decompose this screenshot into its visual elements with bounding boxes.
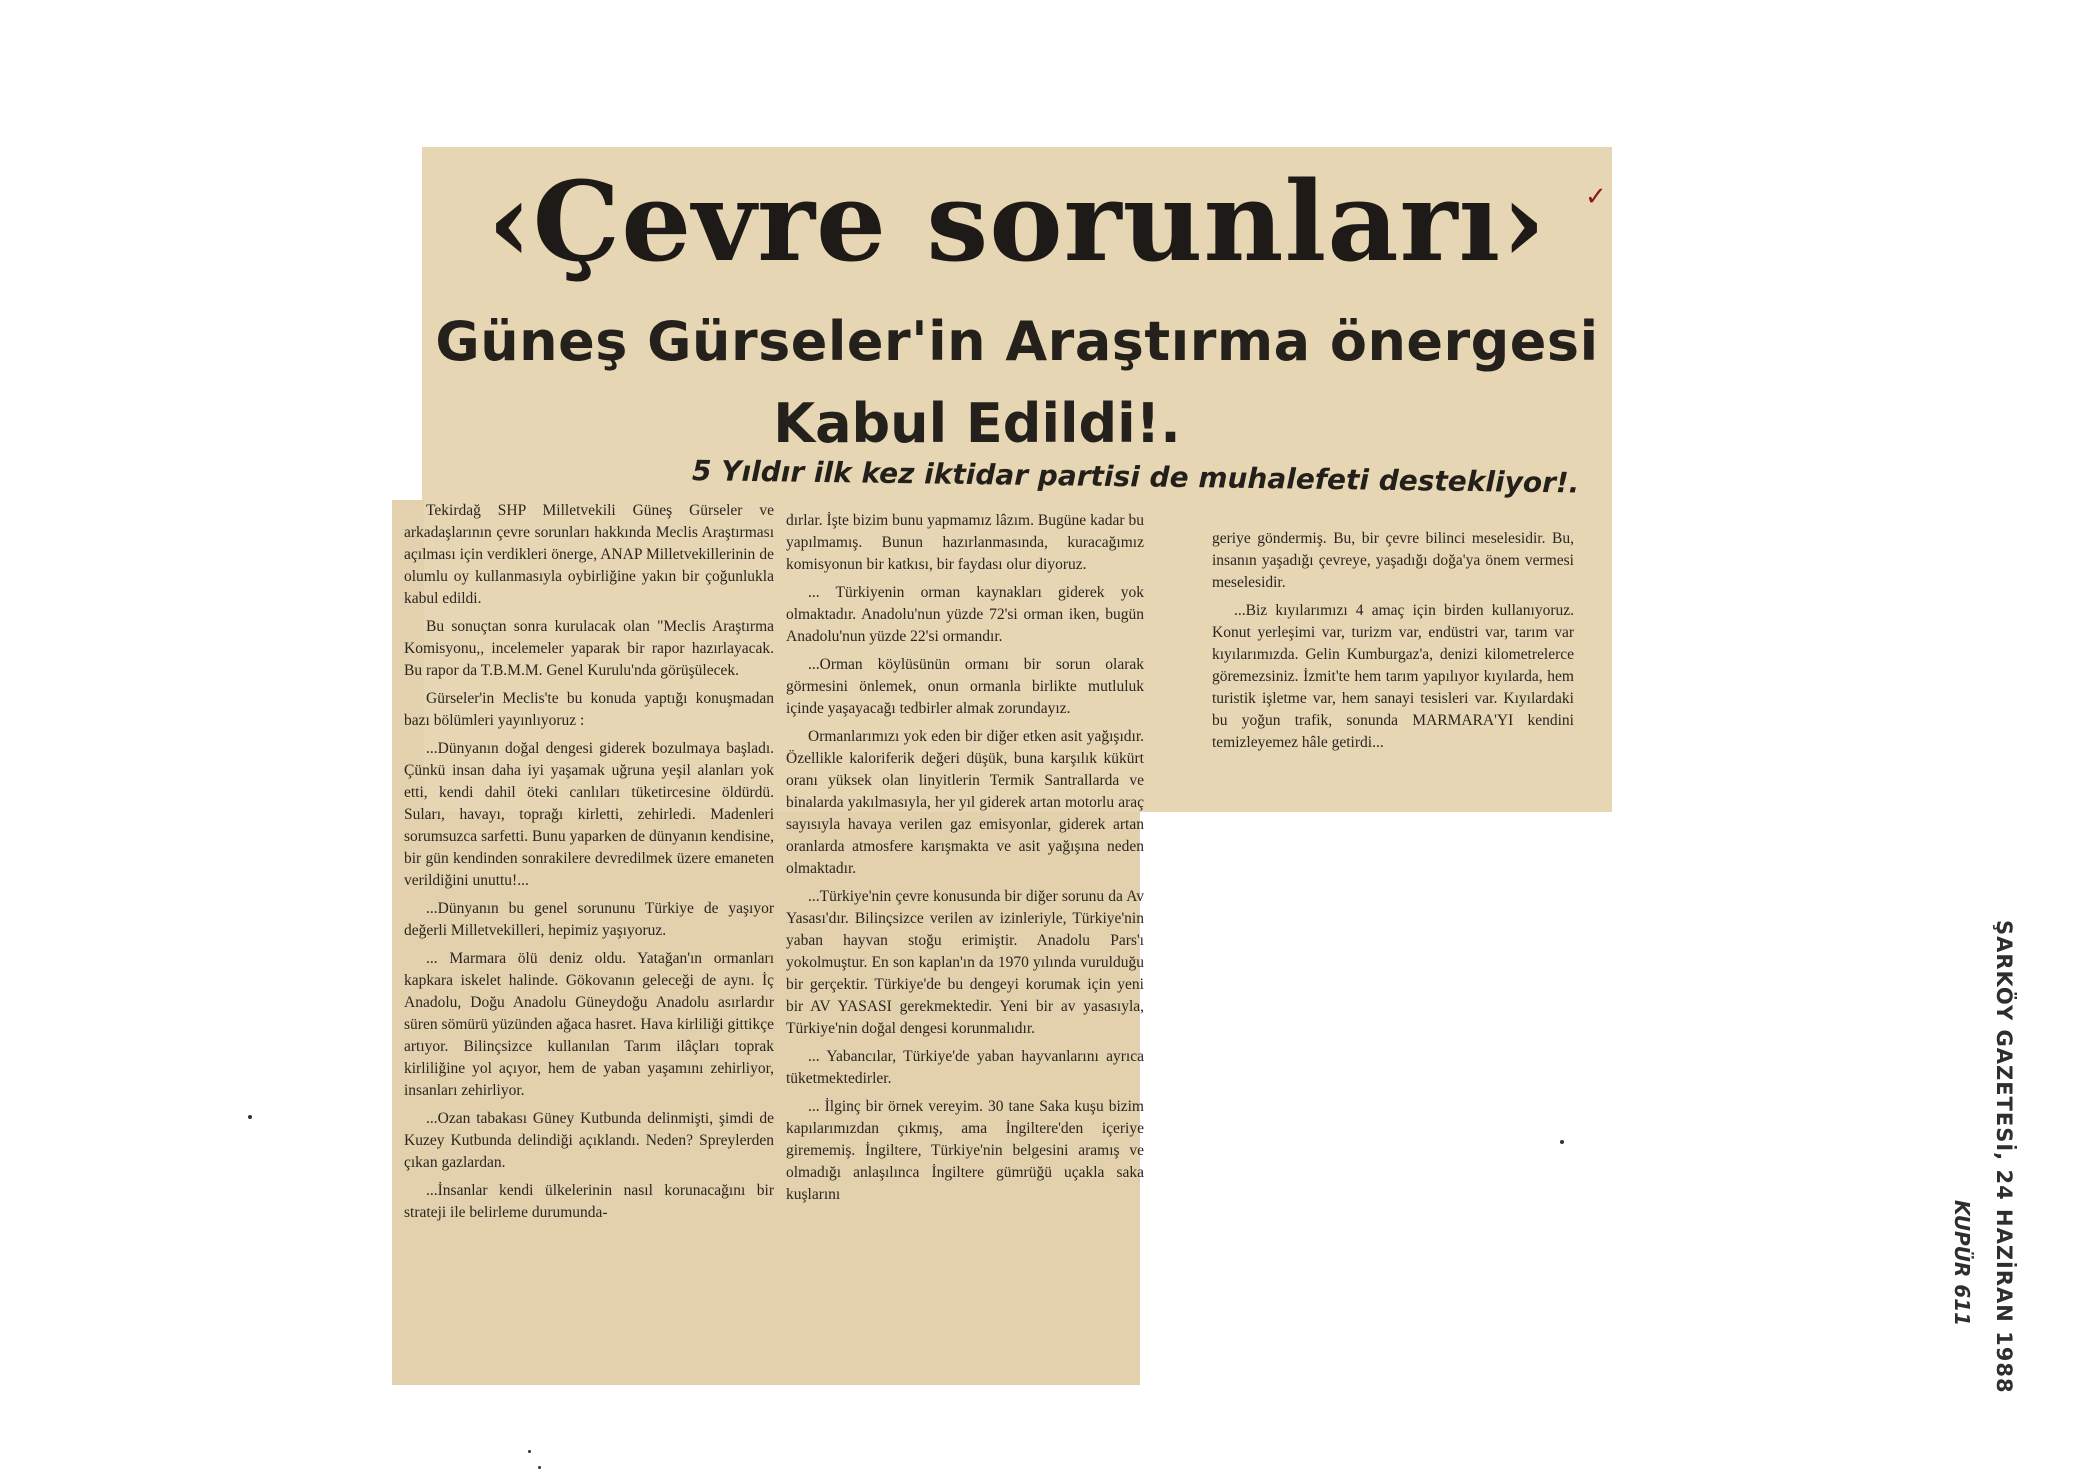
subhead-line-1: Güneş Gürseler'in Araştırma önergesi — [435, 310, 1599, 373]
paragraph: geriye göndermiş. Bu, bir çevre bilinci meselesidir. Bu, insanın yaşadığı çevreye, yaşadığı doğa'ya önem vermesi meselesidir. — [1212, 530, 1574, 591]
article-column-3 — [1212, 528, 1574, 760]
paragraph: ...İnsanlar kendi ülkelerinin nasıl korunacağını bir strateji ile belirleme durumunda- — [404, 1182, 774, 1221]
source-label: ŞARKÖY GAZETESİ, 24 HAZİRAN 1988 — [1992, 920, 2016, 1394]
paragraph: ... İlginç bir örnek vereyim. 30 tane Saka kuşu bizim kapılarımızdan çıkmış, ama İngiltere'den içeriye girememiş. İngiltere, Türkiye'nin belgesini aramış ve olmadığı anlaşılınca İngiltere gümrüğü uçakla saka kuşlarını — [786, 1098, 1144, 1203]
scan-speck — [528, 1450, 531, 1453]
paragraph: ...Biz kıyılarımızı 4 amaç için birden kullanıyoruz. Konut yerleşimi var, turizm var, endüstri var, tarım var kıyılarımızda. Gelin Kumburgaz'a, denizi kilometrelerce göremezsiniz. İzmit'te hem tarım yapılıyor kıyılarda, hem turistik işletme var, hem sanayi tesisleri var. Kıyılardaki bu yoğun trafik, sonunda MARMARA'YI kendini temizleyemez hâle getirdi... — [1212, 602, 1574, 751]
paragraph: ...Ozan tabakası Güney Kutbunda delinmişti, şimdi de Kuzey Kutbunda delindiği açıklandı. Neden? Spreylerden çıkan gazlardan. — [404, 1110, 774, 1171]
article-column-2 — [786, 510, 1144, 1212]
paragraph: ... Yabancılar, Türkiye'de yaban hayvanlarını ayrıca tüketmektedirler. — [786, 1048, 1144, 1087]
paragraph: ...Türkiye'nin çevre konusunda bir diğer sorunu da Av Yasası'dır. Bilinçsizce verilen av izinleriyle, Türkiye'nin yaban hayvan stoğu erimiştir. Anadolu Pars'ı yokolmuştur. En son kaplan'ın da 1970 yılında vurulduğu bir gerçektir. Türkiye'de bu dengeyi korumak için yeni bir AV YASASI gerekmektedir. Yeni bir av yasasıyla, Türkiye'nin doğal dengesi korunmalıdır. — [786, 888, 1144, 1037]
paragraph: ...Orman köylüsünün ormanı bir sorun olarak görmesini önlemek, onun ormanla birlikte mutluluk içinde yaşayacağı tedbirler almak zorundayız. — [786, 656, 1144, 717]
scan-speck — [248, 1115, 252, 1119]
paragraph: ... Marmara ölü deniz oldu. Yatağan'ın ormanları kapkara iskelet halinde. Gökovanın geleceği de aynı. İç Anadolu, Doğu Anadolu Güneydoğu Anadolu asırlardır süren sömürü yüzünden ağaca hasret. Hava kirliliği gittikçe artıyor. Bilinçsizce kullanılan Tarım ilâçları toprak kirliliğine yol açıyor, hem de yaban yaşamını zehirliyor, insanları zehirliyor. — [404, 950, 774, 1099]
paragraph: dırlar. İşte bizim bunu yapmamız lâzım. Bugüne kadar bu yapılmamış. Bunun hazırlanmasında, kuracağımız komisyonun bir katkısı, bir faydası olur diyoruz. — [786, 512, 1144, 573]
clip-number-label: KUPÜR 611 — [1950, 1200, 1974, 1327]
scan-speck — [1560, 1140, 1564, 1144]
paragraph: Tekirdağ SHP Milletvekili Güneş Gürseler ve arkadaşlarının çevre sorunları hakkında Meclis Araştırması açılması için verdikleri önerge, ANAP Milletvekillerinin de olumlu oy kullanmasıyla oybirliğine yakın bir çoğunlukla kabul edildi. — [404, 502, 774, 607]
kicker: 5 Yıldır ilk kez iktidar partisi de muhalefeti destekliyor!. — [691, 454, 1580, 500]
check-mark-icon: ✓ — [1585, 182, 1607, 212]
paragraph: ...Dünyanın doğal dengesi giderek bozulmaya başladı. Çünkü insan daha iyi yaşamak uğruna yeşil alanları yok etti, kendi dahil öteki canlıları tüketircesine öldürdü. Suları, havayı, toprağı kirletti, zehirledi. Madenleri sorumsuzca sarfetti. Bunu yaparken de dünyanın kendisine, bir gün kendinden sonrakilere devredilmek üzere emaneten verildiğini unuttu!... — [404, 740, 774, 889]
paragraph: Ormanlarımızı yok eden bir diğer etken asit yağışıdır. Özellikle kaloriferik değeri düşük, buna karşılık kükürt oranı yüksek olan linyitlerin Termik Santrallarda ve binalarda yakılmasıyla, her yıl giderek artan motorlu araç sayısıyla havaya verilen gaz emisyonlar, giderek artan oranlarda atmosfere karışmakta ve asit yağışına neden olmaktadır. — [786, 728, 1144, 877]
subhead-line-2: Kabul Edildi!. — [773, 392, 1181, 455]
paragraph: ...Dünyanın bu genel sorununu Türkiye de yaşıyor değerli Milletvekilleri, hepimiz yaşıyoruz. — [404, 900, 774, 939]
headline: ‹Çevre sorunları› — [487, 157, 1547, 286]
paragraph: Bu sonuçtan sonra kurulacak olan "Meclis Araştırma Komisyonu,, incelemeler yaparak bir rapor hazırlayacak. Bu rapor da T.B.M.M. Genel Kurulu'nda görüşülecek. — [404, 618, 774, 679]
paragraph: Gürseler'in Meclis'te bu konuda yaptığı konuşmadan bazı bölümleri yayınlıyoruz : — [404, 690, 774, 729]
article-column-1 — [404, 500, 774, 1230]
paragraph: ... Türkiyenin orman kaynakları giderek yok olmaktadır. Anadolu'nun yüzde 72'si orman iken, bugün Anadolu'nun yüzde 22'si ormandır. — [786, 584, 1144, 645]
scan-speck — [538, 1466, 541, 1469]
